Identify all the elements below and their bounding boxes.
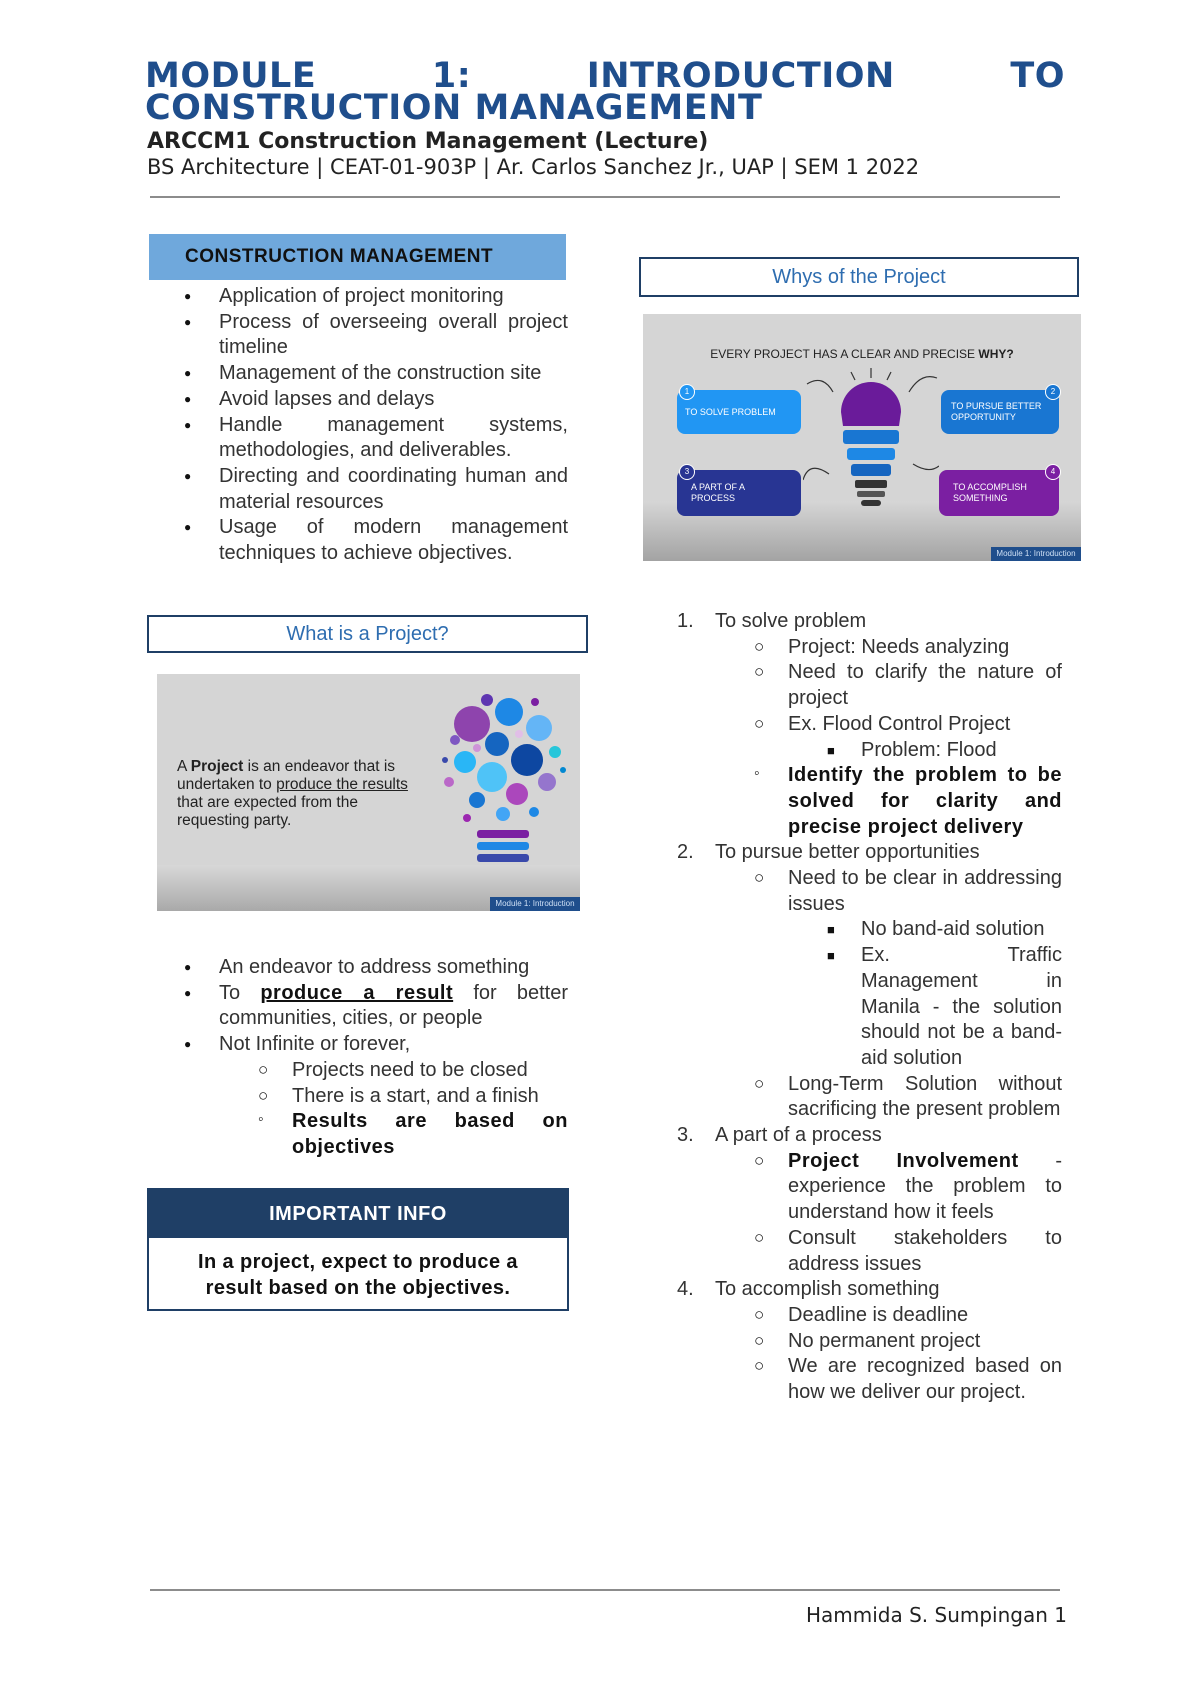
section-heading: What is a Project? [286, 622, 449, 645]
list-text: To pursue better opportunities [715, 841, 980, 864]
list-item: ○ We are recognized based on how we deliver our project. [788, 1354, 1062, 1405]
list-text: for better communities, cities, or people [219, 981, 568, 1030]
list-text: A part of a process [715, 1124, 882, 1147]
list-item [677, 1123, 1062, 1149]
why-box-label: A PART OF A PROCESS [691, 482, 745, 503]
list-item: ● Process of overseeing overall project timeline [219, 310, 568, 361]
footer-divider [150, 1589, 1060, 1591]
list-item [677, 609, 1062, 635]
cm-list [219, 284, 568, 567]
section-construction-management [149, 234, 566, 280]
list-item: ○ Consult stakeholders to address issues [788, 1226, 1062, 1277]
list-item [788, 1149, 1062, 1226]
slide-text-underline: produce the results [276, 776, 408, 793]
list-item: ● An endeavor to address something [219, 955, 568, 981]
list-item: ● Application of project monitoring [219, 284, 568, 310]
list-item: ● Management of the construction site [219, 361, 568, 387]
sublist [788, 635, 1062, 841]
important-info-heading: IMPORTANT INFO [149, 1190, 567, 1238]
slide-footer: Module 1: Introduction [490, 897, 580, 911]
list-text-bold: Project Involvement [788, 1149, 1019, 1172]
slide-text [177, 758, 417, 830]
section-heading: Whys of the Project [772, 265, 946, 288]
list-item: ● Not Infinite or forever, [219, 1032, 568, 1058]
why-box-4 [939, 470, 1059, 516]
list-number: 1. [677, 610, 694, 632]
list-item: ○ Long-Term Solution without sacrificing the present problem [788, 1072, 1062, 1123]
why-box-label: TO ACCOMPLISH SOMETHING [953, 482, 1027, 503]
why-box-1 [677, 390, 801, 434]
slide-title-part: EVERY PROJECT HAS A CLEAR AND PRECISE [710, 347, 979, 361]
list-number: 3. [677, 1124, 694, 1147]
sublist [861, 917, 1062, 1071]
slide-whys-of-project [643, 314, 1081, 561]
page-title: MODULE 1: INTRODUCTION TO CONSTRUCTION MANAGEMENT [145, 56, 1065, 128]
slide-text-part: is an endeavor that is undertaken to [177, 758, 396, 793]
why-box-2 [941, 390, 1059, 434]
sublist [788, 1149, 1062, 1278]
list-text: To solve problem [715, 610, 867, 632]
list-item [219, 981, 568, 1032]
header-divider [150, 196, 1060, 198]
slide-text-part: A [177, 758, 191, 775]
list-item: ● Directing and coordinating human and material resources [219, 464, 568, 515]
slide-title [643, 347, 1081, 361]
list-item: ○ Projects need to be closed [292, 1058, 568, 1084]
list-item: ■ No band-aid solution [861, 917, 1062, 943]
list-text-emphasis: produce a result [260, 981, 454, 1004]
whys-list [677, 609, 1062, 1406]
section-heading: CONSTRUCTION MANAGEMENT [185, 246, 494, 267]
list-item: ■ Ex. Traffic Management in Manila - the solution should not be a band-aid solution [861, 943, 1062, 1072]
list-item: ■ Problem: Flood [861, 738, 1062, 764]
why-number-1: 1 [679, 384, 695, 400]
list-number: 2. [677, 841, 694, 864]
page-footer: Hammida S. Sumpingan 1 [805, 1603, 1067, 1627]
why-number-2: 2 [1045, 384, 1061, 400]
slide-title-bold: WHY? [978, 347, 1014, 361]
list-item: ○ No permanent project [788, 1329, 1062, 1355]
why-box-3 [677, 470, 801, 516]
list-item: ○ Project: Needs analyzing [788, 635, 1062, 661]
list-item: ◦ Identify the problem to be solved for clarity and precise project delivery [788, 763, 1062, 840]
list-item: ○ Deadline is deadline [788, 1303, 1062, 1329]
lightbulb-icon [427, 682, 577, 872]
why-number-3: 3 [679, 464, 695, 480]
list-text: To [219, 981, 261, 1004]
list-item: ● Handle management systems, methodologies, and deliverables. [219, 413, 568, 464]
list-item: ○ Need to clarify the nature of project [788, 660, 1062, 711]
list-item: ◦ Results are based on objectives [292, 1109, 568, 1160]
project-sublist [292, 1058, 568, 1161]
slide-what-is-project [157, 674, 580, 911]
list-item: ○ Ex. Flood Control Project [788, 712, 1062, 738]
important-info-body: In a project, expect to produce a result based on the objectives. [198, 1251, 518, 1299]
list-item: ○ There is a start, and a finish [292, 1084, 568, 1110]
list-item: ○ Need to be clear in addressing issues [788, 866, 1062, 917]
important-info-box [147, 1188, 569, 1311]
list-item [677, 1277, 1062, 1303]
course-title: ARCCM1 Construction Management (Lecture) [147, 129, 709, 154]
section-what-is-project [147, 615, 588, 653]
list-item: ● Avoid lapses and delays [219, 387, 568, 413]
course-meta: BS Architecture | CEAT-01-903P | Ar. Carlos Sanchez Jr., UAP | SEM 1 2022 [147, 155, 920, 179]
why-box-label: TO PURSUE BETTER OPPORTUNITY [951, 401, 1042, 422]
section-whys-of-project [639, 257, 1079, 297]
why-number-4: 4 [1045, 464, 1061, 480]
slide-footer: Module 1: Introduction [991, 547, 1081, 561]
sublist [788, 1303, 1062, 1406]
list-text: To accomplish something [715, 1278, 940, 1301]
list-text: - experience the problem to understand how it feels [788, 1149, 1062, 1224]
list-item [677, 840, 1062, 866]
lightbulb-icon [803, 364, 939, 534]
project-list [219, 955, 568, 1058]
sublist [788, 866, 1062, 1123]
why-box-label: TO SOLVE PROBLEM [685, 407, 776, 417]
list-number: 4. [677, 1278, 694, 1301]
slide-text-part: that are expected from the requesting party. [177, 794, 358, 829]
slide-text-bold: Project [190, 758, 244, 775]
list-item: ● Usage of modern management techniques to achieve objectives. [219, 515, 568, 566]
